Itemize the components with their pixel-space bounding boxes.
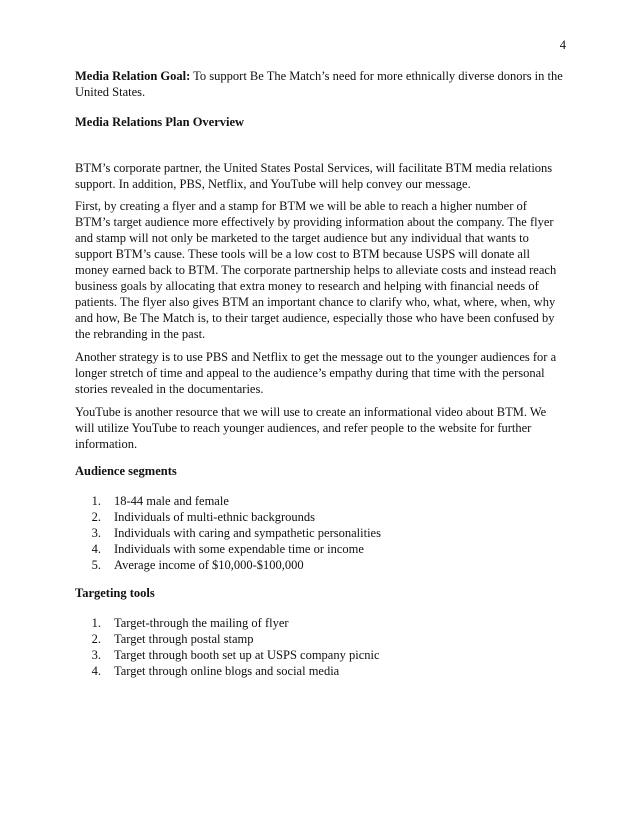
targeting-tools-list [75, 615, 565, 679]
list-text: Target through booth set up at USPS company picnic [114, 648, 380, 662]
goal-text: To support Be The Match’s need for more ethnically diverse donors in the United States. [75, 69, 563, 99]
list-text: Target-through the mailing of flyer [114, 616, 289, 630]
list-number: 3. [91, 648, 101, 662]
media-relation-goal [75, 68, 565, 100]
paragraph-youtube: YouTube is another resource that we will use to create an informational video about BTM. We will utilize YouTube to reach younger audiences, and refer people to the website for further information. [75, 405, 547, 451]
list-number: 1. [91, 616, 101, 630]
list-text: Target through postal stamp [114, 632, 254, 646]
overview-heading: Media Relations Plan Overview [75, 115, 245, 129]
paragraph-partner: BTM’s corporate partner, the United States Postal Services, will facilitate BTM media relations support. In addition, PBS, Netflix, and YouTube will help convey our message. [75, 161, 553, 191]
list-text: Average income of $10,000-$100,000 [114, 558, 304, 572]
list-text: Individuals with some expendable time or income [114, 542, 364, 556]
list-text: Individuals of multi-ethnic backgrounds [114, 510, 316, 524]
list-number: 4. [91, 542, 101, 556]
list-item [75, 541, 565, 557]
targeting-tools-heading: Targeting tools [75, 586, 155, 600]
list-number: 2. [91, 632, 101, 646]
audience-segments-heading: Audience segments [75, 464, 177, 478]
list-item [75, 493, 565, 509]
audience-segments-list [75, 493, 565, 573]
list-item [75, 631, 565, 647]
paragraph-pbs-netflix: Another strategy is to use PBS and Netflix to get the message out to the younger audiences for a longer stretch of time and appeal to the audience’s empathy during that time with the personal stories revealed in the documentaries. [75, 350, 557, 396]
list-number: 3. [91, 526, 101, 540]
page-number: 4 [559, 38, 566, 52]
list-number: 2. [91, 510, 101, 524]
list-item [75, 525, 565, 541]
list-text: Target through online blogs and social media [114, 664, 340, 678]
goal-label: Media Relation Goal: [75, 69, 191, 83]
list-item [75, 615, 565, 631]
list-text: 18-44 male and female [114, 494, 229, 508]
list-number: 1. [91, 494, 101, 508]
list-item [75, 509, 565, 525]
list-number: 5. [91, 558, 101, 572]
list-number: 4. [91, 664, 101, 678]
paragraph-flyer-stamp: First, by creating a flyer and a stamp for BTM we will be able to reach a higher number of BTM’s target audience more effectively by providing information about the company. The flyer and stamp will not only be marketed to the target audience but any individual that wants to support BTM’s cause. These tools will be a low cost to BTM because USPS will donate all money earned back to BTM. The corporate partnership helps to alleviate costs and instead reach business goals by allocating that extra money to research and helping with financial needs of patients. The flyer also gives BTM an important chance to clarify who, what, where, when, why and how, Be The Match is, to their target audience, especially those who have been confused by the rebranding in the past. [75, 199, 557, 341]
list-text: Individuals with caring and sympathetic personalities [114, 526, 381, 540]
list-item [75, 647, 565, 663]
list-item [75, 663, 565, 679]
page-content [75, 68, 565, 691]
list-item [75, 557, 565, 573]
